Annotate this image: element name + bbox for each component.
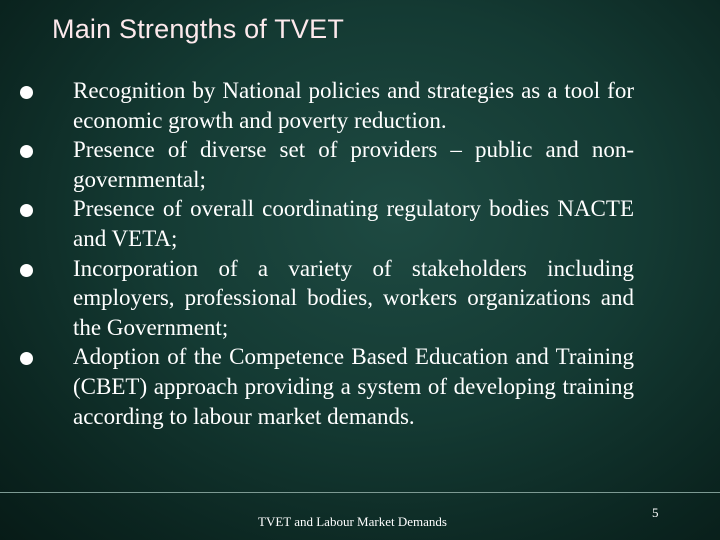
bullet-text: Presence of overall coordinating regulatory bodies NACTE and VETA; — [73, 196, 634, 251]
bullet-item — [20, 194, 634, 253]
slide-title: Main Strengths of TVET — [52, 14, 345, 44]
bullet-item — [20, 76, 634, 135]
bullet-text: Presence of diverse set of providers – public and non-governmental; — [73, 137, 634, 192]
footer-text: TVET and Labour Market Demands — [258, 514, 447, 529]
bullet-dot-icon — [20, 352, 33, 365]
bullet-text: Adoption of the Competence Based Education and Training (CBET) approach providing a system of developing training according to labour market demands. — [73, 344, 634, 429]
bullet-text: Recognition by National policies and strategies as a tool for economic growth and poverty reduction. — [73, 78, 634, 133]
bullet-list — [20, 76, 634, 431]
bullet-item — [20, 254, 634, 343]
bullet-dot-icon — [20, 86, 33, 99]
bullet-item — [20, 342, 634, 431]
bullet-item — [20, 135, 634, 194]
bullet-dot-icon — [20, 264, 33, 277]
bullet-dot-icon — [20, 204, 33, 217]
footer-divider — [0, 492, 720, 493]
bullet-text: Incorporation of a variety of stakeholders including employers, professional bodies, workers organizations and the Government; — [73, 255, 634, 340]
bullet-dot-icon — [20, 145, 33, 158]
page-number: 5 — [652, 505, 659, 520]
